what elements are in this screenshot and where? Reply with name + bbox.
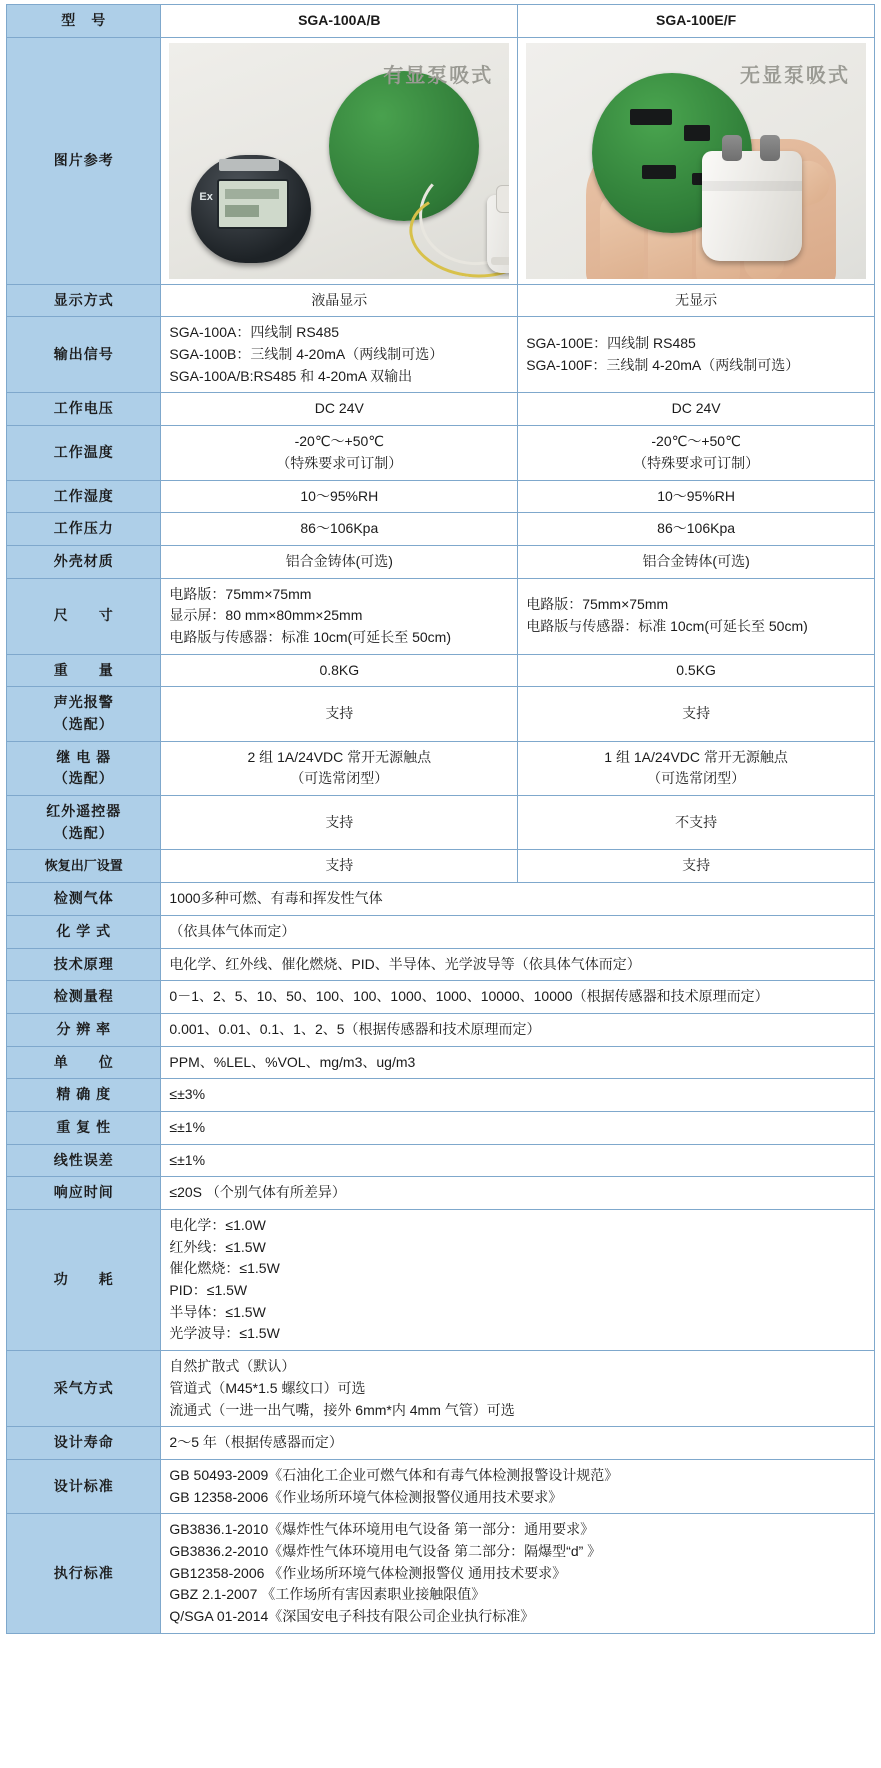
pressure-value-b: 86～106Kpa (518, 513, 875, 546)
row-label-weight: 重 量 (7, 654, 161, 687)
table-row-detect-gas (7, 883, 875, 916)
table-row-lifespan (7, 1427, 875, 1460)
row-label-relay-line2: （选配） (53, 770, 114, 787)
sampling-line-2: 管道式（M45*1.5 螺纹口）可选 (169, 1379, 366, 1396)
temperature-line-b2: （特殊要求可订制） (633, 454, 760, 471)
table-row-alarm (7, 687, 875, 741)
row-label-repeatability: 重 复 性 (7, 1111, 161, 1144)
gas-nozzle-icon-2 (760, 135, 780, 161)
row-label-linearity: 线性误差 (7, 1144, 161, 1177)
humidity-value-b: 10～95%RH (518, 480, 875, 513)
weight-value-b: 0.5KG (518, 654, 875, 687)
row-label-unit: 单 位 (7, 1046, 161, 1079)
output-value-b (518, 317, 875, 393)
table-row-factory-reset (7, 850, 875, 883)
row-label-sampling: 采气方式 (7, 1351, 161, 1427)
table-row-weight (7, 654, 875, 687)
table-row-linearity (7, 1144, 875, 1177)
factory-reset-value-b: 支持 (518, 850, 875, 883)
range-value: 0－1、2、5、10、50、100、100、1000、1000、10000、10000（根据传感器和技术原理而定） (161, 981, 875, 1014)
specification-table (6, 4, 875, 1634)
relay-line-b1: 1 组 1A/24VDC 常开无源触点 (604, 748, 788, 765)
pressure-value-a: 86～106Kpa (161, 513, 518, 546)
execution-standard-line-4: GBZ 2.1-2007 《工作场所有害因素职业接触限值》 (169, 1586, 486, 1603)
temperature-value-a (161, 426, 518, 480)
dimensions-value-a (161, 578, 518, 654)
row-label-power: 功 耗 (7, 1210, 161, 1351)
table-row-dimensions (7, 578, 875, 654)
row-label-humidity: 工作湿度 (7, 480, 161, 513)
lcd-line-1 (225, 189, 279, 199)
ir-remote-value-b: 不支持 (518, 796, 875, 850)
relay-value-a (161, 741, 518, 795)
row-label-pressure: 工作压力 (7, 513, 161, 546)
design-standard-line-2: GB 12358-2006《作业场所环境气体检测报警仪通用技术要求》 (169, 1488, 563, 1505)
output-line-a1: SGA-100A：四线制 RS485 (169, 324, 340, 341)
output-line-a2: SGA-100B：三线制 4-20mA（两线制可选） (169, 346, 444, 363)
row-label-chemical-formula: 化 学 式 (7, 915, 161, 948)
temperature-value-b (518, 426, 875, 480)
row-label-detect-gas: 检测气体 (7, 883, 161, 916)
header-model-b: SGA-100E/F (518, 5, 875, 38)
product-photo-a (169, 43, 509, 279)
table-row-photo (7, 37, 875, 284)
factory-reset-value-a: 支持 (161, 850, 518, 883)
response-time-value: ≤20S （个别气体有所差异） (161, 1177, 875, 1210)
temperature-line-b1: -20℃～+50℃ (651, 433, 741, 450)
detect-gas-value: 1000多种可燃、有毒和挥发性气体 (161, 883, 875, 916)
table-row-execution-standard (7, 1514, 875, 1633)
row-label-output: 输出信号 (7, 317, 161, 393)
sensor-probe-icon-b (702, 151, 802, 261)
weight-value-a: 0.8KG (161, 654, 518, 687)
table-row-design-standard (7, 1459, 875, 1513)
row-label-response-time: 响应时间 (7, 1177, 161, 1210)
relay-line-b2: （可选常闭型） (647, 770, 746, 787)
sensor-rim-a (491, 257, 509, 265)
dimensions-line-a2: 显示屏：80 mm×80mm×25mm (169, 607, 363, 624)
sensor-cap-a (496, 185, 509, 213)
row-label-ir-remote (7, 796, 161, 850)
power-line-3: 催化燃烧：≤1.5W (169, 1260, 280, 1277)
table-row-principle (7, 948, 875, 981)
design-standard-value (161, 1459, 875, 1513)
execution-standard-line-3: GB12358-2006 《作业场所环境气体检测报警仪 通用技术要求》 (169, 1564, 567, 1581)
alarm-value-b: 支持 (518, 687, 875, 741)
chip-icon-b3 (642, 165, 676, 179)
table-row-display (7, 284, 875, 317)
table-row-model (7, 5, 875, 38)
dimensions-line-b2: 电路版与传感器：标准 10cm(可延长至 50cm) (526, 618, 808, 635)
output-line-b2: SGA-100F：三线制 4-20mA（两线制可选） (526, 356, 800, 373)
lcd-line-2 (225, 205, 259, 217)
photo-cell-a (161, 37, 518, 284)
voltage-value-b: DC 24V (518, 393, 875, 426)
table-row-pressure (7, 513, 875, 546)
product-photo-b (526, 43, 866, 279)
table-row-humidity (7, 480, 875, 513)
table-row-repeatability (7, 1111, 875, 1144)
housing-value-a: 铝合金铸体(可选) (161, 545, 518, 578)
ir-remote-value-a: 支持 (161, 796, 518, 850)
row-label-execution-standard: 执行标准 (7, 1514, 161, 1633)
power-line-5: 半导体：≤1.5W (169, 1303, 266, 1320)
unit-value: PPM、%LEL、%VOL、mg/m3、ug/m3 (161, 1046, 875, 1079)
table-row-temperature (7, 426, 875, 480)
meter-top-bar (219, 159, 279, 171)
table-row-sampling (7, 1351, 875, 1427)
photo-caption-a: 有显泵吸式 (383, 64, 494, 87)
row-label-dimensions: 尺 寸 (7, 578, 161, 654)
row-label-ir-line1: 红外遥控器 (46, 803, 122, 820)
table-row-unit (7, 1046, 875, 1079)
principle-value: 电化学、红外线、催化燃烧、PID、半导体、光学波导等（依具体气体而定） (161, 948, 875, 981)
row-label-alarm-line1: 声光报警 (53, 694, 114, 711)
linearity-value: ≤±1% (161, 1144, 875, 1177)
table-row-accuracy (7, 1079, 875, 1112)
power-line-2: 红外线：≤1.5W (169, 1238, 266, 1255)
table-row-housing (7, 545, 875, 578)
execution-standard-line-5: Q/SGA 01-2014《深国安电子科技有限公司企业执行标准》 (169, 1608, 535, 1624)
row-label-display: 显示方式 (7, 284, 161, 317)
output-line-b1: SGA-100E：四线制 RS485 (526, 335, 696, 352)
table-row-ir-remote (7, 796, 875, 850)
display-value-b: 无显示 (518, 284, 875, 317)
relay-line-a1: 2 组 1A/24VDC 常开无源触点 (247, 748, 432, 765)
accuracy-value: ≤±3% (161, 1079, 875, 1112)
row-label-housing: 外壳材质 (7, 545, 161, 578)
power-line-4: PID：≤1.5W (169, 1282, 248, 1299)
temperature-line-a2: （特殊要求可订制） (276, 454, 403, 471)
row-label-alarm-line2: （选配） (53, 716, 114, 732)
chemical-formula-value: （依具体气体而定） (161, 915, 875, 948)
table-row-output (7, 317, 875, 393)
row-label-relay (7, 741, 161, 795)
row-label-model: 型 号 (7, 5, 161, 38)
power-line-1: 电化学：≤1.0W (169, 1217, 266, 1233)
table-row-range (7, 981, 875, 1014)
row-label-photo: 图片参考 (7, 37, 161, 284)
output-line-a3: SGA-100A/B:RS485 和 4-20mA 双输出 (169, 367, 413, 384)
row-label-design-standard: 设计标准 (7, 1459, 161, 1513)
temperature-line-a1: -20℃～+50℃ (294, 433, 385, 450)
row-label-alarm (7, 687, 161, 741)
row-label-voltage: 工作电压 (7, 393, 161, 426)
chip-icon-b1 (630, 109, 672, 125)
dimensions-value-b (518, 578, 875, 654)
dimensions-line-a3: 电路版与传感器：标准 10cm(可延长至 50cm) (169, 628, 451, 645)
row-label-principle: 技术原理 (7, 948, 161, 981)
resolution-value: 0.001、0.01、0.1、1、2、5（根据传感器和技术原理而定） (161, 1013, 875, 1046)
table-row-relay (7, 741, 875, 795)
row-label-accuracy: 精 确 度 (7, 1079, 161, 1112)
table-row-chemical-formula (7, 915, 875, 948)
output-value-a (161, 317, 518, 393)
sampling-line-3: 流通式（一进一出气嘴，接外 6mm*内 4mm 气管）可选 (169, 1401, 515, 1418)
design-standard-line-1: GB 50493-2009《石油化工企业可燃气体和有毒气体检测报警设计规范》 (169, 1466, 619, 1483)
execution-standard-line-2: GB3836.2-2010《爆炸性气体环境用电气设备 第二部分：隔爆型“d” 》 (169, 1542, 602, 1559)
relay-line-a2: （可选常闭型） (290, 770, 389, 787)
power-line-6: 光学波导：≤1.5W (169, 1325, 280, 1342)
table-row-resolution (7, 1013, 875, 1046)
housing-value-b: 铝合金铸体(可选) (518, 545, 875, 578)
voltage-value-a: DC 24V (161, 393, 518, 426)
dimensions-line-b1: 电路版：75mm×75mm (526, 596, 669, 613)
execution-standard-line-1: GB3836.1-2010《爆炸性气体环境用电气设备 第一部分：通用要求》 (169, 1521, 595, 1538)
humidity-value-a: 10～95%RH (161, 480, 518, 513)
ex-marking: Ex (199, 190, 213, 203)
sampling-line-1: 自然扩散式（默认） (169, 1358, 296, 1375)
table-row-power (7, 1210, 875, 1351)
row-label-lifespan: 设计寿命 (7, 1427, 161, 1460)
photo-caption-b: 无显泵吸式 (740, 64, 850, 87)
sampling-value (161, 1351, 875, 1427)
sensor-probe-icon-a (487, 195, 509, 273)
gas-nozzle-icon-1 (722, 135, 742, 161)
row-label-temperature: 工作温度 (7, 426, 161, 480)
display-meter-icon (191, 155, 311, 263)
chip-icon-b2 (684, 125, 710, 141)
table-row-response-time (7, 1177, 875, 1210)
sensor-band-b (702, 181, 802, 191)
execution-standard-value (161, 1514, 875, 1633)
row-label-resolution: 分 辨 率 (7, 1013, 161, 1046)
row-label-factory-reset: 恢复出厂设置 (7, 850, 161, 883)
table-row-voltage (7, 393, 875, 426)
display-value-a: 液晶显示 (161, 284, 518, 317)
alarm-value-a: 支持 (161, 687, 518, 741)
power-value (161, 1210, 875, 1351)
relay-value-b (518, 741, 875, 795)
photo-cell-b (518, 37, 875, 284)
lcd-screen-icon (217, 179, 289, 229)
row-label-relay-line1: 继 电 器 (56, 748, 112, 765)
header-model-a: SGA-100A/B (161, 5, 518, 38)
row-label-ir-line2: （选配） (53, 824, 114, 841)
repeatability-value: ≤±1% (161, 1111, 875, 1144)
row-label-range: 检测量程 (7, 981, 161, 1014)
dimensions-line-a1: 电路版：75mm×75mm (169, 585, 312, 602)
lifespan-value: 2～5 年（根据传感器而定） (161, 1427, 875, 1460)
